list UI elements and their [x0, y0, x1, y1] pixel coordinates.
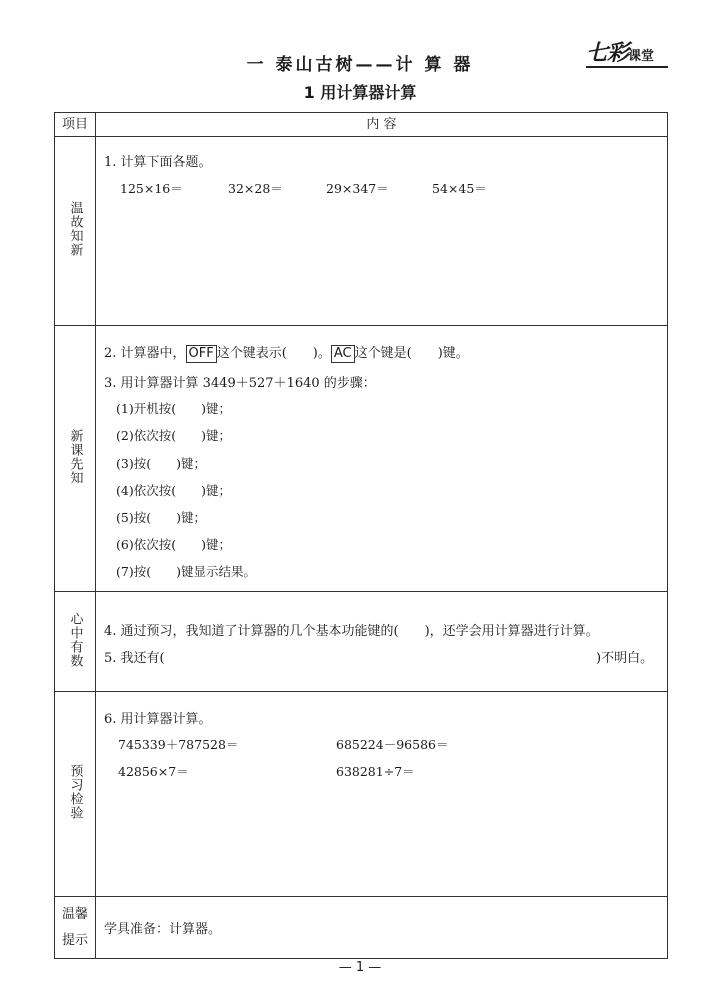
step-3: (3)按( )键；	[116, 456, 206, 471]
question-2	[104, 342, 469, 363]
unit-title: 一 泰山古树——计 算 器	[246, 55, 474, 75]
step-4: (4)依次按( )键；	[116, 483, 231, 498]
check-content	[96, 692, 668, 897]
expr-4: 54×45＝	[432, 181, 487, 196]
tip-label-line-1: 温馨	[61, 906, 88, 922]
question-5-post: )不明白。	[596, 651, 654, 666]
section-check	[55, 692, 668, 897]
worksheet-table	[54, 112, 668, 959]
check-label: 预习检验	[67, 764, 83, 820]
tip-text: 学具准备：计算器。	[104, 922, 222, 937]
brand-logo-main: 七彩	[586, 41, 629, 66]
question-4: 4. 通过预习，我知道了计算器的几个基本功能键的( )，还学会用计算器进行计算。	[104, 624, 599, 639]
step-1: (1)开机按( )键；	[116, 401, 231, 416]
section-review	[55, 137, 668, 326]
step-5: (5)按( )键；	[116, 510, 206, 525]
question-3: 3. 用计算器计算 3449＋527＋1640 的步骤：	[104, 376, 376, 391]
check-expr-4: 638281÷7＝	[336, 764, 415, 779]
tip-content	[96, 897, 668, 959]
step-6: (6)依次按( )键；	[116, 537, 231, 552]
header-item: 项目	[55, 113, 96, 137]
step-7: (7)按( )键显示结果。	[116, 564, 256, 579]
header-content: 内 容	[96, 113, 668, 137]
off-key: OFF	[186, 345, 217, 363]
preview-label-cell	[55, 326, 96, 592]
header-row	[55, 113, 668, 137]
step-2: (2)依次按( )键；	[116, 428, 231, 443]
check-expr-3: 42856×7＝	[118, 764, 189, 779]
question-2-post: 这个键是( )键。	[354, 346, 469, 361]
question-1: 1. 计算下面各题。	[104, 155, 212, 170]
check-label-cell	[55, 692, 96, 897]
reflect-content	[96, 592, 668, 692]
brand-logo-sub: 课堂	[628, 49, 655, 64]
expr-1: 125×16＝	[120, 181, 183, 196]
question-2-pre: 2. 计算器中，	[104, 346, 186, 361]
page-number: — 1 —	[338, 960, 382, 975]
check-expr-2: 685224－96586＝	[336, 737, 449, 752]
section-preview	[55, 326, 668, 592]
question-6: 6. 用计算器计算。	[104, 712, 212, 727]
question-5-pre: 5. 我还有(	[104, 651, 165, 666]
reflect-label-cell	[55, 592, 96, 692]
review-content	[96, 137, 668, 326]
question-2-mid: 这个键表示( )。	[216, 346, 331, 361]
review-label-cell	[55, 137, 96, 326]
preview-content	[96, 326, 668, 592]
expr-2: 32×28＝	[228, 181, 283, 196]
preview-label: 新课先知	[67, 428, 83, 485]
lesson-title: 1 用计算器计算	[303, 83, 417, 102]
section-reflect	[55, 592, 668, 692]
check-expr-1: 745339＋787528＝	[118, 737, 239, 752]
expr-3: 29×347＝	[326, 181, 389, 196]
tip-label-cell	[55, 897, 96, 959]
section-tip	[55, 897, 668, 959]
tip-label-line-2: 提示	[61, 932, 88, 948]
reflect-label: 心中有数	[67, 611, 83, 668]
ac-key: AC	[331, 345, 355, 363]
review-label: 温故知新	[67, 201, 83, 257]
